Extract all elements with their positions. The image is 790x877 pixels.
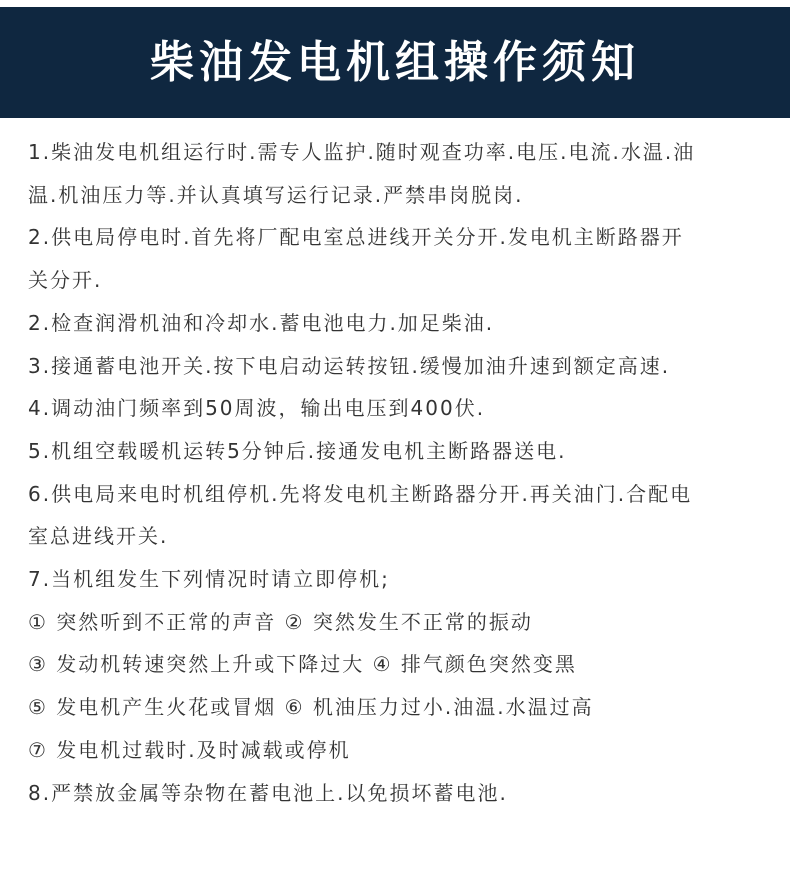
text-line: 4.调动油门频率到50周波，输出电压到400伏. [28,396,486,421]
text-line: ① 突然听到不正常的声音 ② 突然发生不正常的振动 [28,609,533,634]
title-banner [0,7,790,118]
text-line: 7.当机组发生下列情况时请立即停机; [28,567,390,592]
text-line: 8.严禁放金属等杂物在蓄电池上.以免损坏蓄电池. [28,780,508,805]
text-line: 5.机组空载暖机运转5分钟后.接通发电机主断路器送电. [28,438,567,463]
text-line: 关分开. [28,268,103,293]
page-title: 柴油发电机组操作须知 [150,36,640,88]
text-line: ⑦ 发电机过载时.及时减载或停机 [28,737,351,762]
text-line: 2.供电局停电时.首先将厂配电室总进线开关分开.发电机主断路器开 [28,225,684,250]
text-line: 3.接通蓄电池开关.按下电启动运转按钮.缓慢加油升速到额定高速. [28,353,671,378]
text-line: ③ 发动机转速突然上升或下降过大 ④ 排气颜色突然变黑 [28,652,577,677]
text-line: 1.柴油发电机组运行时.需专人监护.随时观查功率.电压.电流.水温.油 [28,140,696,164]
text-line: 6.供电局来电时机组停机.先将发电机主断路器分开.再关油门.合配电 [28,481,693,506]
text-line: 温.机油压力等.并认真填写运行记录.严禁串岗脱岗. [28,182,524,207]
text-line: ⑤ 发电机产生火花或冒烟 ⑥ 机油压力过小.油温.水温过高 [28,695,594,720]
text-line: 室总进线开关. [28,524,169,549]
text-line: 2.检查润滑机油和冷却水.蓄电池电力.加足柴油. [28,310,495,335]
instructions-body [28,131,773,814]
